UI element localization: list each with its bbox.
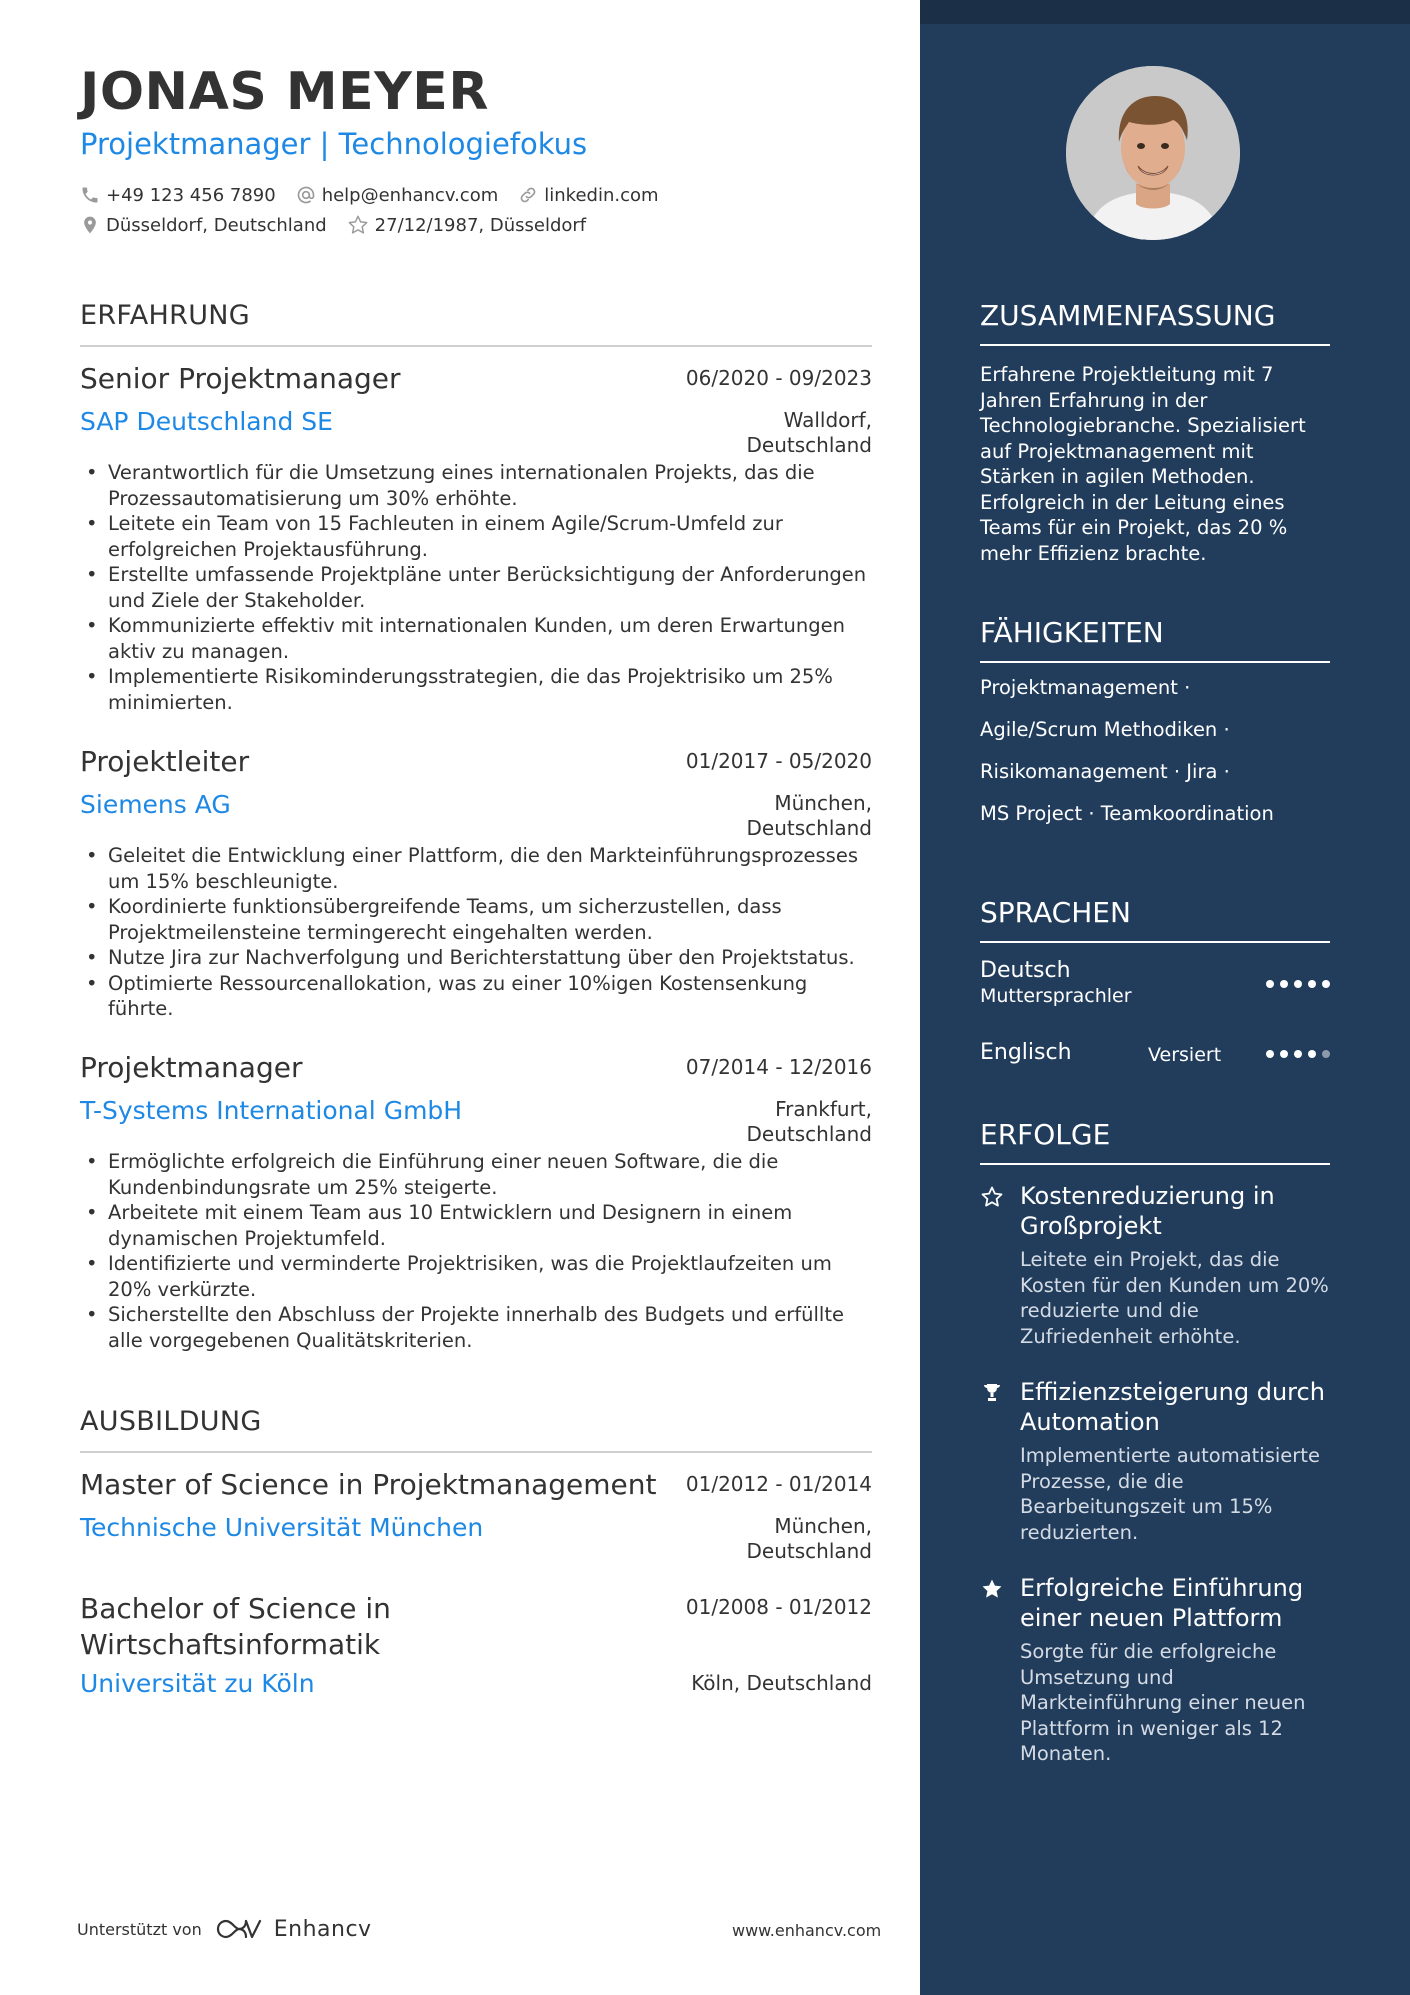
job-bullet: • Geleitet die Entwicklung einer Plattform, die den Markteinführungsprozesses um 15% beschleunigte.: [80, 843, 872, 894]
job-entry: [80, 745, 872, 1022]
job-location-line: Deutschland: [746, 433, 872, 457]
education-date: 01/2012 - 01/2014: [685, 1472, 872, 1496]
job-bullet: • Koordinierte funktionsübergreifende Teams, um sicherzustellen, dass Projektmeilensteine termingerecht eingehalten werden.: [80, 894, 872, 945]
rating-dot: [1294, 980, 1302, 988]
job-location-line: Frankfurt,: [775, 1097, 872, 1121]
language-rating: [1266, 980, 1330, 988]
degree-title-line: Wirtschaftsinformatik: [80, 1628, 381, 1661]
achievement-title: Kostenreduzierung in Großprojekt: [1020, 1182, 1275, 1240]
rating-dot: [1280, 980, 1288, 988]
profile-photo: [1066, 66, 1240, 240]
job-bullet: • Identifizierte und verminderte Projektrisiken, was die Projektlaufzeiten um 20% verkürzte.: [80, 1251, 872, 1302]
linkedin-text: linkedin.com: [544, 184, 659, 206]
contact-email[interactable]: [296, 185, 499, 206]
job-bullets: [80, 843, 872, 1022]
achievement-title: Effizienzsteigerung durch Automation: [1020, 1378, 1325, 1436]
footer-branding: [77, 1916, 372, 1942]
achievement-item: [980, 1181, 1330, 1349]
trophy-icon: [980, 1381, 1004, 1405]
language-name: Englisch: [980, 1040, 1072, 1065]
skills-list: [980, 676, 1330, 844]
contact-phone[interactable]: [80, 185, 276, 206]
achievement-description: Sorgte für die erfolgreiche Umsetzung und Markteinführung einer neuen Plattform in weniger als 12 Monaten.: [1020, 1640, 1306, 1765]
education-entry: [80, 1591, 872, 1698]
summary-text: Erfahrene Projektleitung mit 7 Jahren Erfahrung in der Technologiebranche. Spezialisiert auf Projektmanagement mit Stärken in agilen Methoden. Erfolgreich in der Leitung eines Teams für ein Projekt, das 20 % mehr Effizienz brachte.: [980, 363, 1306, 565]
job-bullet: • Arbeitete mit einem Team aus 10 Entwicklern und Designern in einem dynamischen Projektumfeld.: [80, 1200, 872, 1251]
job-location-line: München,: [774, 791, 872, 815]
degree-title: Master of Science in Projektmanagement: [80, 1468, 657, 1501]
education-entry: [80, 1468, 872, 1563]
job-location: [747, 1097, 873, 1147]
job-bullet: • Ermöglichte erfolgreich die Einführung einer neuen Software, die die Kundenbindungsrate um 25% steigerte.: [80, 1149, 872, 1200]
avatar-portrait-icon: [1066, 66, 1240, 240]
job-bullet: • Verantwortlich für die Umsetzung eines internationalen Projekts, das die Prozessautomatisierung um 30% erhöhte.: [80, 460, 872, 511]
school-name: Technische Universität München: [80, 1513, 484, 1542]
job-location: [747, 791, 873, 841]
star-outline-icon: [347, 214, 369, 236]
job-location-line: Walldorf,: [783, 408, 872, 432]
achievement-title: Erfolgreiche Einführung einer neuen Plattform: [1020, 1574, 1304, 1632]
language-name: Deutsch: [980, 958, 1071, 983]
email-text: help@enhancv.com: [321, 184, 499, 206]
job-date: 07/2014 - 12/2016: [685, 1055, 872, 1079]
star-filled-icon: [980, 1577, 1004, 1601]
job-location-line: Deutschland: [746, 816, 872, 840]
rating-dot: [1294, 1050, 1302, 1058]
language-rating: [1266, 1050, 1330, 1058]
education-location-line: Deutschland: [746, 1539, 872, 1563]
location-text: Düsseldorf, Deutschland: [106, 214, 327, 236]
summary-heading: ZUSAMMENFASSUNG: [980, 299, 1330, 346]
location-pin-icon: [80, 215, 100, 235]
job-company: SAP Deutschland SE: [80, 407, 333, 436]
star-outline-icon: [980, 1185, 1004, 1209]
job-bullet: • Optimierte Ressourcenallokation, was zu einer 10%igen Kostensenkung führte.: [80, 971, 872, 1022]
rating-dot: [1308, 1050, 1316, 1058]
languages-heading: SPRACHEN: [980, 896, 1330, 943]
achievement-item: [980, 1573, 1330, 1767]
job-date: 01/2017 - 05/2020: [685, 749, 872, 773]
contact-birth: [347, 214, 586, 236]
job-company: T-Systems International GmbH: [80, 1096, 463, 1125]
school-name: Universität zu Köln: [80, 1669, 315, 1698]
skills-heading: FÄHIGKEITEN: [980, 616, 1330, 663]
sidebar-top-bar: [920, 0, 1410, 24]
phone-icon: [80, 185, 100, 205]
education-location: Köln, Deutschland: [691, 1671, 872, 1695]
job-bullets: [80, 460, 872, 715]
skill-line: Risikomanagement · Jira ·: [980, 760, 1230, 783]
rating-dot: [1266, 980, 1274, 988]
at-icon: [296, 185, 316, 205]
enhancv-logo-icon: [214, 1916, 264, 1942]
language-level: Muttersprachler: [980, 985, 1132, 1007]
job-bullet: • Leitete ein Team von 15 Fachleuten in einem Agile/Scrum-Umfeld zur erfolgreichen Projektausführung.: [80, 511, 872, 562]
job-bullet: • Erstellte umfassende Projektpläne unter Berücksichtigung der Anforderungen und Ziele der Stakeholder.: [80, 562, 872, 613]
job-location: [747, 408, 873, 458]
education-heading: AUSBILDUNG: [80, 1406, 872, 1453]
achievement-description: Implementierte automatisierte Prozesse, die die Bearbeitungszeit um 15% reduzierten.: [1020, 1444, 1320, 1544]
job-title: Projektmanager: [80, 1051, 303, 1084]
contact-linkedin[interactable]: [518, 185, 658, 206]
contact-info: [80, 180, 679, 240]
achievements-heading: ERFOLGE: [980, 1118, 1330, 1165]
job-bullet: • Implementierte Risikominderungsstrategien, die das Projektrisiko um 25% minimierten.: [80, 664, 872, 715]
language-item: [980, 1040, 1330, 1065]
phone-text: +49 123 456 7890: [106, 184, 276, 206]
rating-dot: [1322, 980, 1330, 988]
birth-text: 27/12/1987, Düsseldorf: [374, 214, 587, 236]
candidate-name: JONAS MEYER: [80, 62, 489, 122]
brand-name: Enhancv: [273, 1916, 372, 1942]
footer-website[interactable]: www.enhancv.com: [732, 1921, 882, 1940]
job-bullet: • Nutze Jira zur Nachverfolgung und Berichterstattung über den Projektstatus.: [80, 945, 872, 971]
job-title: Senior Projektmanager: [80, 362, 401, 395]
link-icon: [518, 185, 538, 205]
job-title: Projektleiter: [80, 745, 250, 778]
powered-by-text: Unterstützt von: [77, 1919, 202, 1939]
language-item: [980, 958, 1330, 1007]
rating-dot: [1308, 980, 1316, 988]
experience-heading: ERFAHRUNG: [80, 300, 872, 347]
job-location-line: Deutschland: [746, 1122, 872, 1146]
skill-line: Projektmanagement ·: [980, 676, 1191, 699]
job-date: 06/2020 - 09/2023: [685, 366, 872, 390]
job-entry: [80, 362, 872, 715]
contact-location: [80, 215, 327, 236]
education-location-line: München,: [774, 1514, 872, 1538]
language-level: Versiert: [1148, 1044, 1222, 1066]
degree-title-line: Bachelor of Science in: [80, 1592, 391, 1625]
candidate-headline: Projektmanager | Technologiefokus: [80, 127, 588, 161]
rating-dot: [1322, 1050, 1330, 1058]
skill-line: Agile/Scrum Methodiken ·: [980, 718, 1230, 741]
job-entry: [80, 1051, 872, 1353]
job-bullet: • Sicherstellte den Abschluss der Projekte innerhalb des Budgets und erfüllte alle vorgegebenen Qualitätskriterien.: [80, 1302, 872, 1353]
job-bullets: [80, 1149, 872, 1353]
rating-dot: [1280, 1050, 1288, 1058]
education-location: [747, 1514, 873, 1564]
achievement-description: Leitete ein Projekt, das die Kosten für den Kunden um 20% reduzierte und die Zufriedenheit erhöhte.: [1020, 1248, 1329, 1348]
rating-dot: [1266, 1050, 1274, 1058]
job-company: Siemens AG: [80, 790, 231, 819]
skill-line: MS Project · Teamkoordination: [980, 802, 1274, 825]
education-date: 01/2008 - 01/2012: [685, 1595, 872, 1619]
job-bullet: • Kommunizierte effektiv mit internationalen Kunden, um deren Erwartungen aktiv zu managen.: [80, 613, 872, 664]
achievement-item: [980, 1377, 1330, 1545]
